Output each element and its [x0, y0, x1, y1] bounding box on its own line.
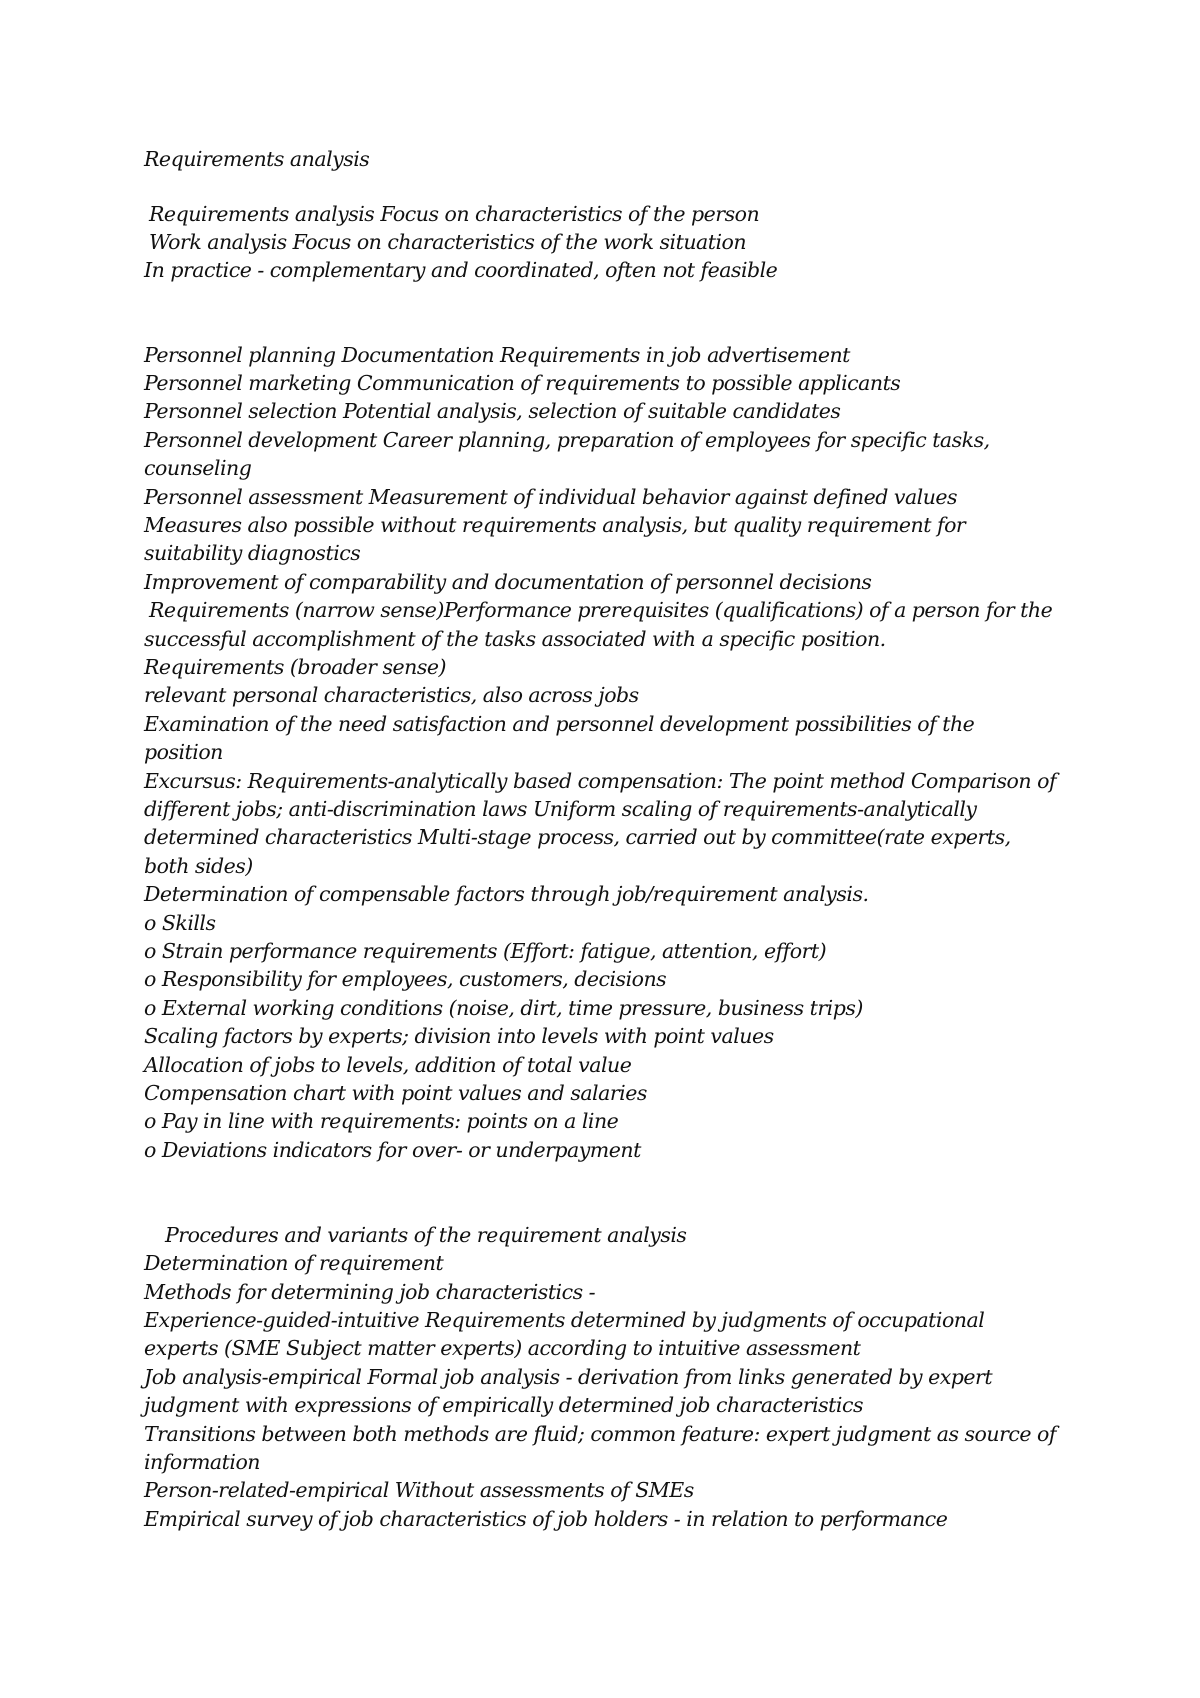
section2-line: Person-related-empirical Without assessments of SMEs: [144, 1478, 694, 1502]
body-line: o External working conditions (noise, dirt, time pressure, business trips): [144, 996, 863, 1020]
body-line: Excursus: Requirements-analytically based compensation: The point method Comparison of: [144, 769, 1057, 793]
body-line: Personnel assessment Measurement of individual behavior against defined values: [144, 485, 958, 509]
body-line: different jobs; anti-discrimination laws Uniform scaling of requirements-analytically: [144, 797, 977, 821]
body-line: Personnel development Career planning, preparation of employees for specific tasks,: [144, 428, 990, 452]
body-line: Compensation chart with point values and salaries: [144, 1081, 647, 1105]
body-line: both sides): [144, 854, 253, 878]
intro-line: In practice - complementary and coordinated, often not feasible: [144, 258, 778, 282]
body-line: Scaling factors by experts; division into levels with point values: [144, 1024, 774, 1048]
body-line: successful accomplishment of the tasks associated with a specific position.: [144, 627, 886, 651]
body-line: counseling: [144, 456, 252, 480]
section2-line: information: [144, 1450, 260, 1474]
body-line: Requirements (narrow sense)Performance prerequisites (qualifications) of a person for the: [149, 598, 1053, 622]
section2-heading: Procedures and variants of the requirement analysis: [165, 1223, 687, 1247]
body-line: suitability diagnostics: [144, 541, 361, 565]
body-line: o Deviations indicators for over- or underpayment: [144, 1138, 641, 1162]
body-line: o Strain performance requirements (Effort: fatigue, attention, effort): [144, 939, 827, 963]
section2-line: Job analysis-empirical Formal job analysis - derivation from links generated by expert: [144, 1365, 993, 1389]
section2-line: Methods for determining job characteristics -: [144, 1280, 596, 1304]
section2-line: experts (SME Subject matter experts) according to intuitive assessment: [144, 1336, 861, 1360]
body-line: determined characteristics Multi-stage process, carried out by committee(rate experts,: [144, 825, 1011, 849]
body-line: position: [144, 740, 223, 764]
body-line: Allocation of jobs to levels, addition of total value: [144, 1053, 632, 1077]
section2-line: Empirical survey of job characteristics of job holders - in relation to performance: [144, 1507, 948, 1531]
body-line: Examination of the need satisfaction and personnel development possibilities of the: [144, 712, 975, 736]
body-line: Requirements (broader sense): [144, 655, 446, 679]
body-line: o Skills: [144, 911, 216, 935]
body-line: Improvement of comparability and documentation of personnel decisions: [144, 570, 872, 594]
body-line: Personnel selection Potential analysis, selection of suitable candidates: [144, 399, 841, 423]
body-line: o Pay in line with requirements: points on a line: [144, 1109, 619, 1133]
body-line: o Responsibility for employees, customers, decisions: [144, 967, 667, 991]
intro-line: Work analysis Focus on characteristics of the work situation: [149, 230, 747, 254]
body-line: Personnel planning Documentation Requirements in job advertisement: [144, 343, 850, 367]
body-line: Measures also possible without requirements analysis, but quality requirement for: [144, 513, 966, 537]
section2-line: judgment with expressions of empirically determined job characteristics: [144, 1393, 863, 1417]
section2-line: Determination of requirement: [144, 1251, 444, 1275]
intro-line: Requirements analysis Focus on characteristics of the person: [149, 202, 760, 226]
body-line: relevant personal characteristics, also across jobs: [144, 683, 639, 707]
body-line: Personnel marketing Communication of requirements to possible applicants: [144, 371, 901, 395]
document-title: Requirements analysis: [144, 147, 370, 171]
body-line: Determination of compensable factors through job/requirement analysis.: [144, 882, 869, 906]
section2-line: Transitions between both methods are fluid; common feature: expert judgment as source of: [144, 1422, 1056, 1446]
section2-line: Experience-guided-intuitive Requirements determined by judgments of occupational: [144, 1308, 985, 1332]
